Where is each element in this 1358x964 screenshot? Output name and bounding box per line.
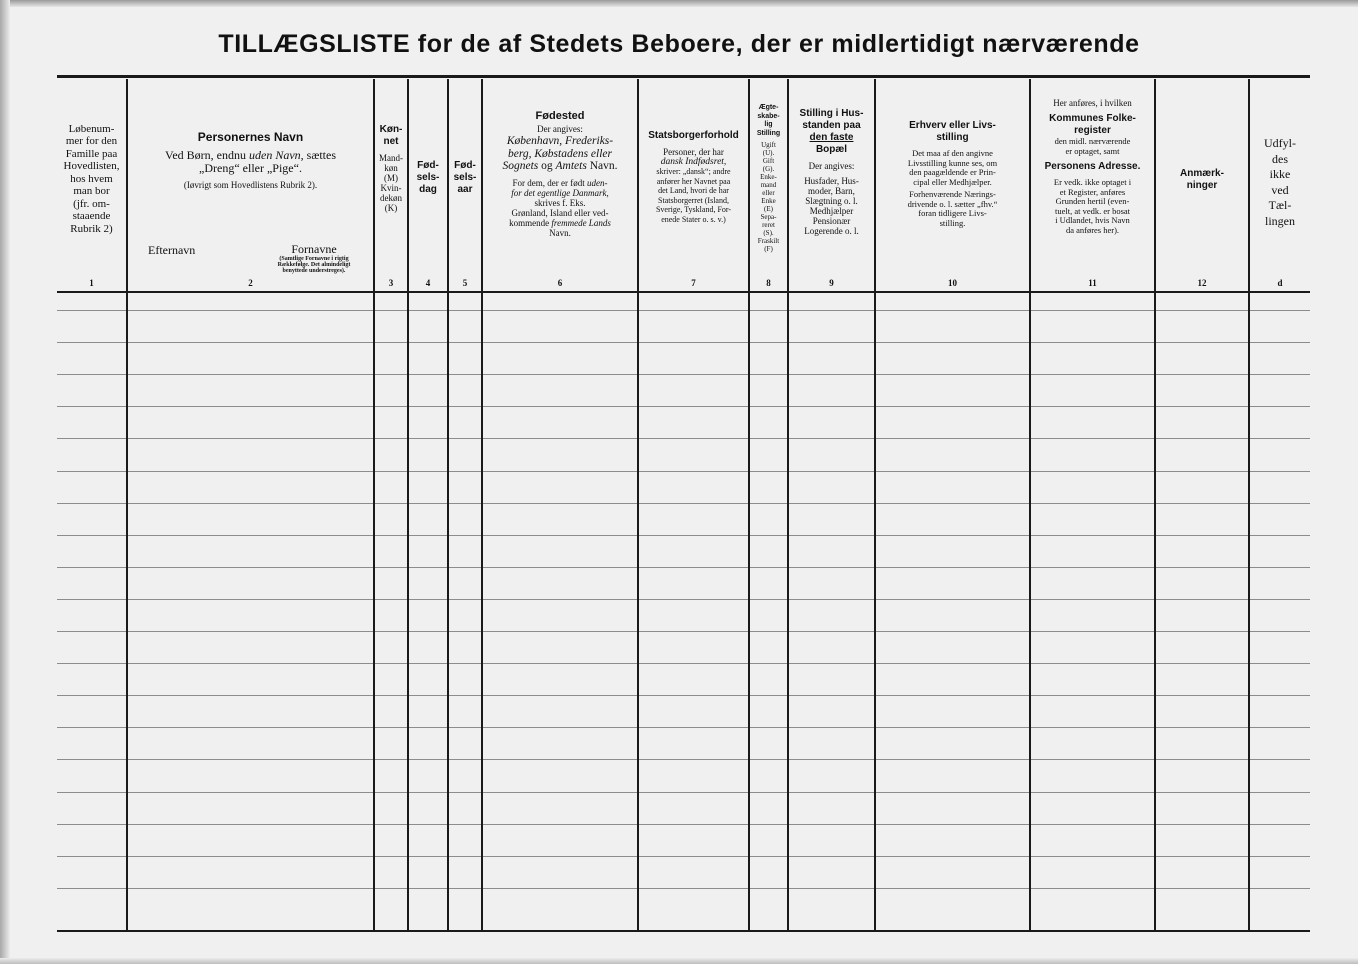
header-col-6 xyxy=(483,86,637,272)
header-text: reret xyxy=(762,221,775,229)
header-text: moder, Barn, xyxy=(808,186,855,196)
header-text: er optaget, samt xyxy=(1065,145,1120,156)
column-number: 2 xyxy=(248,278,253,288)
header-text: det Land, hvori de har xyxy=(658,186,729,195)
header-text: Mand- xyxy=(379,153,403,163)
header-text-italic: København, Frederiks- xyxy=(506,135,614,147)
header-heading: Fødested xyxy=(535,110,585,122)
row-rule xyxy=(57,535,1310,536)
header-text: tuelt, at vedk. er bosat xyxy=(1054,205,1131,216)
header-text: Livsstilling kunne ses, om xyxy=(907,157,998,168)
header-text: lingen xyxy=(1265,213,1295,228)
row-rule xyxy=(57,631,1310,632)
row-rule xyxy=(57,727,1310,728)
column-number: 1 xyxy=(89,278,94,288)
row-rule xyxy=(57,471,1310,472)
header-col-10 xyxy=(876,86,1029,272)
header-heading: sels- xyxy=(416,172,440,183)
header-col-d xyxy=(1250,86,1310,272)
header-text: Gift xyxy=(762,157,775,165)
form-title: TILLÆGSLISTE for de af Stedets Beboere, der er midlertidigt nærværende xyxy=(218,30,1140,58)
header-text xyxy=(502,160,617,173)
header-heading: standen paa xyxy=(802,120,861,131)
header-text: (U). xyxy=(762,149,775,157)
header-text: skriver: „dansk“; andre xyxy=(656,167,731,176)
header-text: Rubrik 2) xyxy=(70,222,113,235)
header-text: Sepa- xyxy=(760,213,777,221)
header-text: Navn. xyxy=(549,227,571,238)
header-heading: Ægte- xyxy=(758,104,779,111)
header-text: „Dreng“ eller „Pige“. xyxy=(199,161,302,175)
header-col-8 xyxy=(750,86,787,272)
row-rule xyxy=(57,438,1310,439)
column-number: 7 xyxy=(691,278,696,288)
column-number: d xyxy=(1277,278,1283,288)
header-text: Fraskilt xyxy=(757,237,780,245)
header-text-italic: uden Navn, xyxy=(249,148,304,162)
header-col-11 xyxy=(1031,86,1154,272)
header-text-italic: uden- xyxy=(586,177,608,188)
header-text: (G). xyxy=(762,165,775,173)
header-heading: Anmærk- xyxy=(1180,168,1224,179)
header-col-3 xyxy=(375,86,407,272)
header-col-7 xyxy=(639,86,748,272)
header-text: Husfader, Hus- xyxy=(804,176,859,186)
header-text-italic: Amtets xyxy=(555,160,587,172)
header-heading: Erhverv eller Livs- xyxy=(909,120,996,131)
header-text: skrives f. Eks. xyxy=(534,197,586,208)
header-heading: Fød- xyxy=(417,160,439,171)
firstnames-note: benyttede understreges). xyxy=(282,268,346,274)
header-text-italic: dansk Indfødsret, xyxy=(660,157,727,167)
header-text: drivende o. l. sætter „fhv.“ xyxy=(907,198,998,209)
header-text: Sverige, Tyskland, For- xyxy=(655,205,732,214)
header-heading: den faste xyxy=(809,132,854,143)
scan-edge-top xyxy=(0,0,1358,7)
surname-subheading: Efternavn xyxy=(148,243,196,257)
header-text: Pensionær xyxy=(812,216,851,226)
header-text-part: Navn. xyxy=(589,160,618,172)
column-number: 4 xyxy=(425,278,431,288)
header-text-part: For dem, der er født xyxy=(512,177,585,188)
header-text: Det maa af den angivne xyxy=(912,148,993,158)
header-text: des xyxy=(1272,151,1288,166)
header-col-9 xyxy=(789,86,874,272)
firstnames-note: (Samtlige Fornavne i rigtig xyxy=(279,256,349,262)
header-text-italic: fremmede Lands xyxy=(551,217,611,228)
header-text: hos hvem xyxy=(70,172,113,185)
header-text: Statsborgerret (Island, xyxy=(658,195,729,205)
header-heading: dag xyxy=(419,184,437,195)
column-number: 8 xyxy=(766,278,771,288)
header-text: man bor xyxy=(73,185,110,198)
row-rule xyxy=(57,599,1310,600)
header-heading: Fød- xyxy=(454,160,476,171)
header-heading: register xyxy=(1074,125,1111,136)
header-heading: net xyxy=(383,136,399,147)
header-text-italic: berg, Købstadens eller xyxy=(507,147,613,160)
header-text-part: sættes xyxy=(306,148,336,162)
header-text: foran tidligere Livs- xyxy=(918,208,987,218)
header-heading: Stilling i Hus- xyxy=(799,108,864,119)
header-text: (S). xyxy=(763,229,774,237)
header-text xyxy=(509,218,611,228)
header-heading: lig xyxy=(764,121,773,128)
header-text: mand xyxy=(760,181,777,189)
header-text: mer for den xyxy=(65,135,118,148)
header-text: (jfr. om- xyxy=(73,197,110,210)
header-heading: Statsborgerforhold xyxy=(648,130,739,141)
header-text: Enke- xyxy=(760,173,777,181)
header-top-rule xyxy=(57,75,1310,78)
header-text: Der angives: xyxy=(537,124,583,134)
header-text: Forhenværende Nærings- xyxy=(909,189,996,199)
header-heading: Personens Adresse. xyxy=(1044,161,1141,172)
header-text-part: kommende xyxy=(509,217,550,228)
header-text: Hovedlisten, xyxy=(63,160,120,173)
header-text: Udfyl- xyxy=(1264,136,1296,150)
header-heading: Køn- xyxy=(379,124,403,135)
firstnames-subheading-block xyxy=(254,243,374,274)
row-rule xyxy=(57,759,1310,760)
header-text-italic: Sognets xyxy=(502,160,539,172)
header-text: enede Stater o. s. v.) xyxy=(661,214,726,224)
header-text: Ugift xyxy=(761,141,776,149)
column-number: 3 xyxy=(388,278,394,288)
firstnames-subheading: Fornavne xyxy=(291,242,337,256)
header-heading: Kommunes Folke- xyxy=(1049,113,1136,124)
header-text: Medhjælper xyxy=(809,206,854,216)
table-bottom-rule xyxy=(57,930,1310,932)
header-text: Grunden hertil (even- xyxy=(1055,196,1130,206)
column-number: 10 xyxy=(948,278,957,288)
column-number: 12 xyxy=(1197,278,1207,288)
scan-edge-left xyxy=(0,0,10,964)
header-heading: sels- xyxy=(453,172,477,183)
header-text: cipal eller Medhjælper. xyxy=(913,176,992,187)
header-text: staaende xyxy=(72,210,111,223)
header-text: i Udlandet, hvis Navn xyxy=(1055,215,1130,225)
header-text: den midl. nærværende xyxy=(1054,136,1131,146)
header-text: da anføres her). xyxy=(1065,224,1120,235)
header-text: anfører her Navnet paa xyxy=(656,176,731,186)
header-text-italic: for det egentlige Danmark, xyxy=(511,187,609,198)
header-heading: Personernes Navn xyxy=(197,130,304,144)
header-text: (K) xyxy=(384,203,398,213)
header-text: (E) xyxy=(764,205,773,213)
header-heading: aar xyxy=(457,184,473,195)
row-rule xyxy=(57,342,1310,343)
header-bottom-rule xyxy=(57,291,1310,293)
firstnames-note: Rækkefølge. Det almindeligt xyxy=(277,262,351,268)
row-rule xyxy=(57,888,1310,889)
row-rule xyxy=(57,567,1310,568)
header-text: dekøn xyxy=(380,193,402,203)
header-heading: Stilling xyxy=(756,129,781,137)
header-text: et Register, anføres xyxy=(1059,186,1126,197)
row-rule xyxy=(57,663,1310,664)
header-col-12 xyxy=(1156,86,1248,272)
header-note: (Iøvrigt som Hovedlistens Rubrik 2). xyxy=(183,180,318,190)
header-text: Løbenum- xyxy=(68,122,115,135)
header-text: Kvin- xyxy=(380,183,402,193)
header-col-4 xyxy=(409,86,447,272)
header-text: Slægtning o. l. xyxy=(805,196,858,206)
row-rule xyxy=(57,856,1310,857)
header-col-5 xyxy=(449,86,481,272)
header-text: (M) xyxy=(384,173,398,183)
header-text: (F) xyxy=(764,245,773,253)
header-text: køn xyxy=(384,163,398,173)
header-heading: Bopæl xyxy=(815,144,848,155)
header-text xyxy=(513,178,608,188)
row-rule xyxy=(57,824,1310,825)
header-text: Personer, der har xyxy=(663,147,724,157)
header-text: den paagældende er Prin- xyxy=(909,167,996,177)
row-rule xyxy=(57,374,1310,375)
row-rule xyxy=(57,406,1310,407)
header-text: Logerende o. l. xyxy=(804,226,859,236)
row-rule xyxy=(57,310,1310,311)
column-number: 9 xyxy=(829,278,834,288)
header-text: ved xyxy=(1271,182,1289,197)
column-number: 11 xyxy=(1088,278,1097,288)
header-text: Her anføres, i hvilken xyxy=(1053,98,1132,108)
header-text: Enke xyxy=(761,197,776,205)
header-text: eller xyxy=(762,189,775,197)
column-number: 6 xyxy=(557,278,563,288)
header-text: stilling. xyxy=(939,217,966,228)
header-heading: stilling xyxy=(936,132,969,143)
header-text: Er vedk. ikke optaget i xyxy=(1053,177,1132,187)
header-text: Tæl- xyxy=(1268,198,1292,212)
row-rule xyxy=(57,503,1310,504)
header-text-part: og xyxy=(541,160,553,172)
header-text: Famille paa xyxy=(65,147,118,160)
column-number: 5 xyxy=(462,278,468,288)
scan-edge-bottom xyxy=(0,958,1358,964)
header-col-1 xyxy=(57,86,126,272)
header-heading: ninger xyxy=(1186,180,1218,191)
header-text: Grønland, Island eller ved- xyxy=(511,207,609,218)
header-text: ikke xyxy=(1269,167,1291,181)
row-rule xyxy=(57,792,1310,793)
header-text: Der angives: xyxy=(808,161,855,171)
header-heading: skabe- xyxy=(757,112,780,120)
header-text-part: Ved Børn, endnu xyxy=(165,148,246,162)
row-rule xyxy=(57,695,1310,696)
